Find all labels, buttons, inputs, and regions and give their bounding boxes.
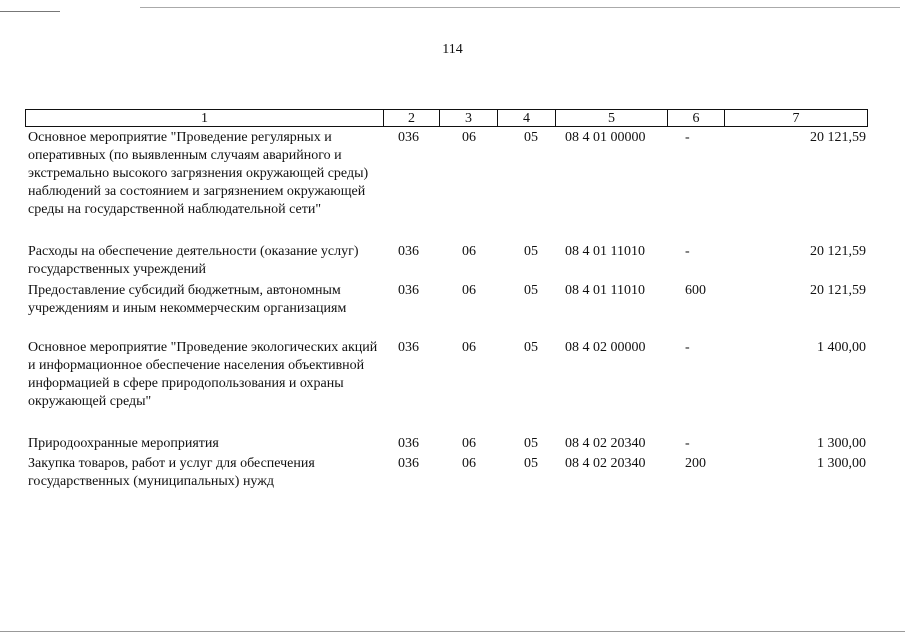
- row-col-6: -: [685, 244, 690, 259]
- row-col-6: 600: [685, 283, 706, 298]
- row-description: Природоохранные мероприятия: [28, 436, 219, 451]
- row-col-3: 06: [462, 456, 476, 471]
- row-col-5: 08 4 01 11010: [565, 244, 645, 259]
- row-col-2: 036: [398, 130, 419, 145]
- row-col-3: 06: [462, 130, 476, 145]
- header-col-6: 6: [668, 110, 725, 126]
- row-col-6: 200: [685, 456, 706, 471]
- scan-line-top-left: [0, 11, 60, 12]
- row-col-7: 1 300,00: [817, 456, 866, 471]
- header-col-2: 2: [384, 110, 440, 126]
- row-description: Предоставление субсидий бюджетным, автономным учреждениям и иным некоммерческим организациям: [28, 283, 347, 316]
- row-col-4: 05: [524, 456, 538, 471]
- row-col-6: -: [685, 130, 690, 145]
- header-col-7: 7: [792, 111, 800, 126]
- row-col-2: 036: [398, 436, 419, 451]
- row-col-3: 06: [462, 244, 476, 259]
- scan-line-bottom: [0, 631, 905, 632]
- row-col-4: 05: [524, 283, 538, 298]
- row-description: Основное мероприятие "Проведение регулярных и оперативных (по выявленным случаям аварийного и экстремально высокого загрязнения окружающей среды) наблюдений за состоянием и загрязнением окружающей среды на государственной наблюдательной сети": [28, 130, 369, 217]
- row-col-4: 05: [524, 340, 538, 355]
- row-col-4: 05: [524, 436, 538, 451]
- row-col-6: -: [685, 436, 690, 451]
- row-col-2: 036: [398, 244, 419, 259]
- row-col-3: 06: [462, 436, 476, 451]
- row-col-7: 1 300,00: [817, 436, 866, 451]
- row-col-6: -: [685, 340, 690, 355]
- row-col-4: 05: [524, 244, 538, 259]
- row-col-5: 08 4 02 00000: [565, 340, 646, 355]
- row-description: Расходы на обеспечение деятельности (оказание услуг) государственных учреждений: [28, 244, 359, 277]
- header-col-5: 5: [556, 110, 668, 126]
- row-col-2: 036: [398, 283, 419, 298]
- row-col-2: 036: [398, 456, 419, 471]
- table-header-row: [25, 109, 868, 127]
- row-col-3: 06: [462, 340, 476, 355]
- row-description: Основное мероприятие "Проведение экологических акций и информационное обеспечение населения объективной информацией в сфере природопользования и охраны окружающей среды": [28, 340, 378, 409]
- row-col-7: 20 121,59: [810, 244, 866, 259]
- scan-line-top: [140, 7, 900, 8]
- row-col-4: 05: [524, 130, 538, 145]
- row-col-7: 20 121,59: [810, 130, 866, 145]
- row-col-5: 08 4 01 00000: [565, 130, 646, 145]
- header-col-3: 3: [440, 110, 498, 126]
- row-col-7: 20 121,59: [810, 283, 866, 298]
- page-number: 114: [442, 42, 463, 57]
- row-col-7: 1 400,00: [817, 340, 866, 355]
- row-col-5: 08 4 02 20340: [565, 456, 646, 471]
- header-col-4: 4: [498, 110, 556, 126]
- row-col-3: 06: [462, 283, 476, 298]
- row-col-5: 08 4 01 11010: [565, 283, 645, 298]
- row-col-2: 036: [398, 340, 419, 355]
- row-col-5: 08 4 02 20340: [565, 436, 646, 451]
- row-description: Закупка товаров, работ и услуг для обеспечения государственных (муниципальных) нужд: [28, 456, 315, 489]
- header-col-1: 1: [26, 110, 384, 126]
